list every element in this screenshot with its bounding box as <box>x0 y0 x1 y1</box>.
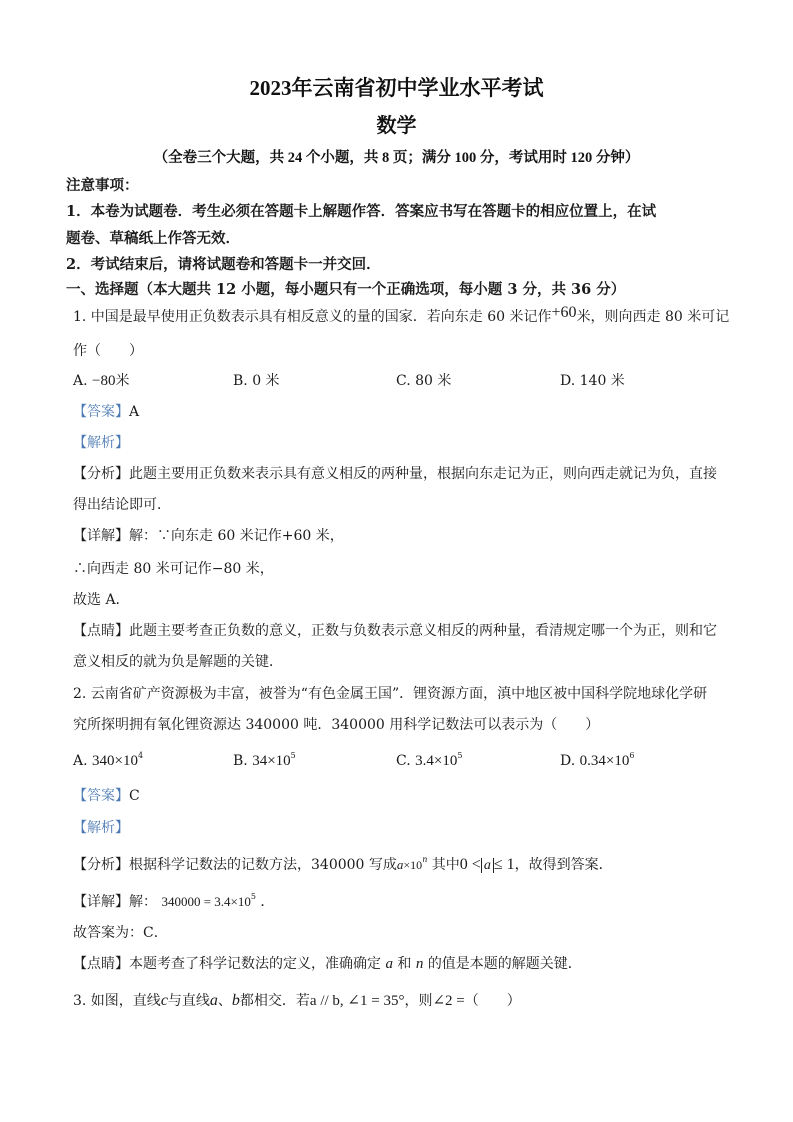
xiangjie-tag: 【详解】 <box>73 894 129 910</box>
q1-fenxi-line2: 得出结论即可． <box>73 497 171 513</box>
notice-item-1-line2: 题卷、草稿纸上作答无效． <box>66 230 240 247</box>
q2-xiangjie-line2: 故答案为：C． <box>73 925 168 941</box>
notice-heading: 注意事项： <box>66 177 139 194</box>
q1-option-a-math: −80 <box>92 373 116 389</box>
notice-item-1-line1: 1．本卷为试题卷．考生必须在答题卡上解题作答．答案应书写在答题卡的相应位置上，在试 <box>66 203 657 220</box>
exam-info: （全卷三个大题，共 24 个小题，共 8 页；满分 100 分，考试用时 120 分钟） <box>153 150 640 166</box>
q1-xiangjie-line2: ∴向西走 80 米可记作−80 米， <box>73 561 274 577</box>
q2-answer <box>73 787 140 805</box>
q1-analysis-tag: 【解析】 <box>73 435 129 451</box>
q2-xiangjie-line1: 【详解】解： $340000 = 3.4\times 10^5$ ． <box>73 892 275 910</box>
q1-fenxi-line1: 【分析】此题主要用正负数来表示具有意义相反的两种量，根据向东走记为正，则向西走就记为负，直接 <box>73 466 717 482</box>
fenxi-tag: 【分析】 <box>73 857 129 873</box>
notice-item-2: 2．考试结束后，请将试题卷和答题卡一并交回． <box>66 256 381 273</box>
q2-option-d: D. $0.34\times 10^6$ <box>560 751 635 769</box>
q1-answer <box>73 403 139 421</box>
q2-option-c: C. $3.4\times 10^5$ <box>396 751 463 769</box>
q2-fenxi: 【分析】根据科学记数法的记数方法，340000 写成$a\times 10^n$ 其中0 < a ≤ 1，故得到答案． <box>73 855 613 873</box>
q3-stem: 3. 如图，直线c与直线a、b都相交．若a // b, ∠1 = 35°，则∠2 =（ ） <box>73 992 521 1009</box>
q1-option-d: D. 140 米 <box>560 373 625 389</box>
answer-tag: 【答案】 <box>73 404 129 420</box>
q2-stem-line1: 2. 云南省矿产资源极为丰富，被誉为“有色金属王国”．锂资源方面，滇中地区被中国科学院地球化学研 <box>73 686 708 702</box>
q2-analysis-tag: 【解析】 <box>73 820 129 836</box>
q2-answer-value: C <box>129 788 140 804</box>
exam-title: 2023年云南省初中学业水平考试 <box>249 76 544 100</box>
dianjing-tag: 【点睛】 <box>73 623 129 639</box>
dianjing-tag: 【点睛】 <box>73 956 129 972</box>
q1-dianjing-line2: 意义相反的就为负是解题的关键． <box>73 654 283 670</box>
q1-stem-line2: 作（ ） <box>73 343 143 359</box>
q1-option-c: C. 80 米 <box>396 373 452 389</box>
answer-tag: 【答案】 <box>73 788 129 804</box>
q1-dianjing-line1: 【点睛】此题主要考查正负数的意义，正数与负数表示意义相反的两种量，看清规定哪一个为正，则和它 <box>73 623 717 639</box>
q1-answer-value: A <box>129 404 140 420</box>
q2-stem-line2: 究所探明拥有氧化锂资源达 340000 吨．340000 用科学记数法可以表示为（ ） <box>73 717 600 733</box>
fenxi-tag: 【分析】 <box>73 466 129 482</box>
q2-option-a: A. $340\times 10^4$ <box>73 751 144 769</box>
q2-dianjing: 【点睛】本题考查了科学记数法的定义，准确确定 a 和 n 的值是本题的解题关键． <box>73 956 582 972</box>
q1-option-b: B. 0 米 <box>233 373 280 389</box>
q1-stem-math: +60 <box>551 304 577 321</box>
q1-stem-part2: 米，则向西走 80 米可记 <box>576 309 730 325</box>
section-1-heading: 一、选择题（本大题共 12 小题，每小题只有一个正确选项，每小题 3 分，共 36 分） <box>66 281 626 298</box>
q2-option-b: B. $34\times 10^5$ <box>233 751 296 769</box>
q1-stem-line1 <box>73 304 730 326</box>
q1-xiangjie-line3: 故选 A． <box>73 592 130 608</box>
q1-option-a: A. −80米 <box>73 373 130 389</box>
exam-subject: 数学 <box>376 115 417 137</box>
q1-xiangjie-line1: 【详解】解：∵向东走 60 米记作+60 米， <box>73 528 344 544</box>
xiangjie-tag: 【详解】 <box>73 528 129 544</box>
q1-stem-part1: 1. 中国是最早使用正负数表示具有相反意义的量的国家．若向东走 60 米记作 <box>73 309 552 325</box>
